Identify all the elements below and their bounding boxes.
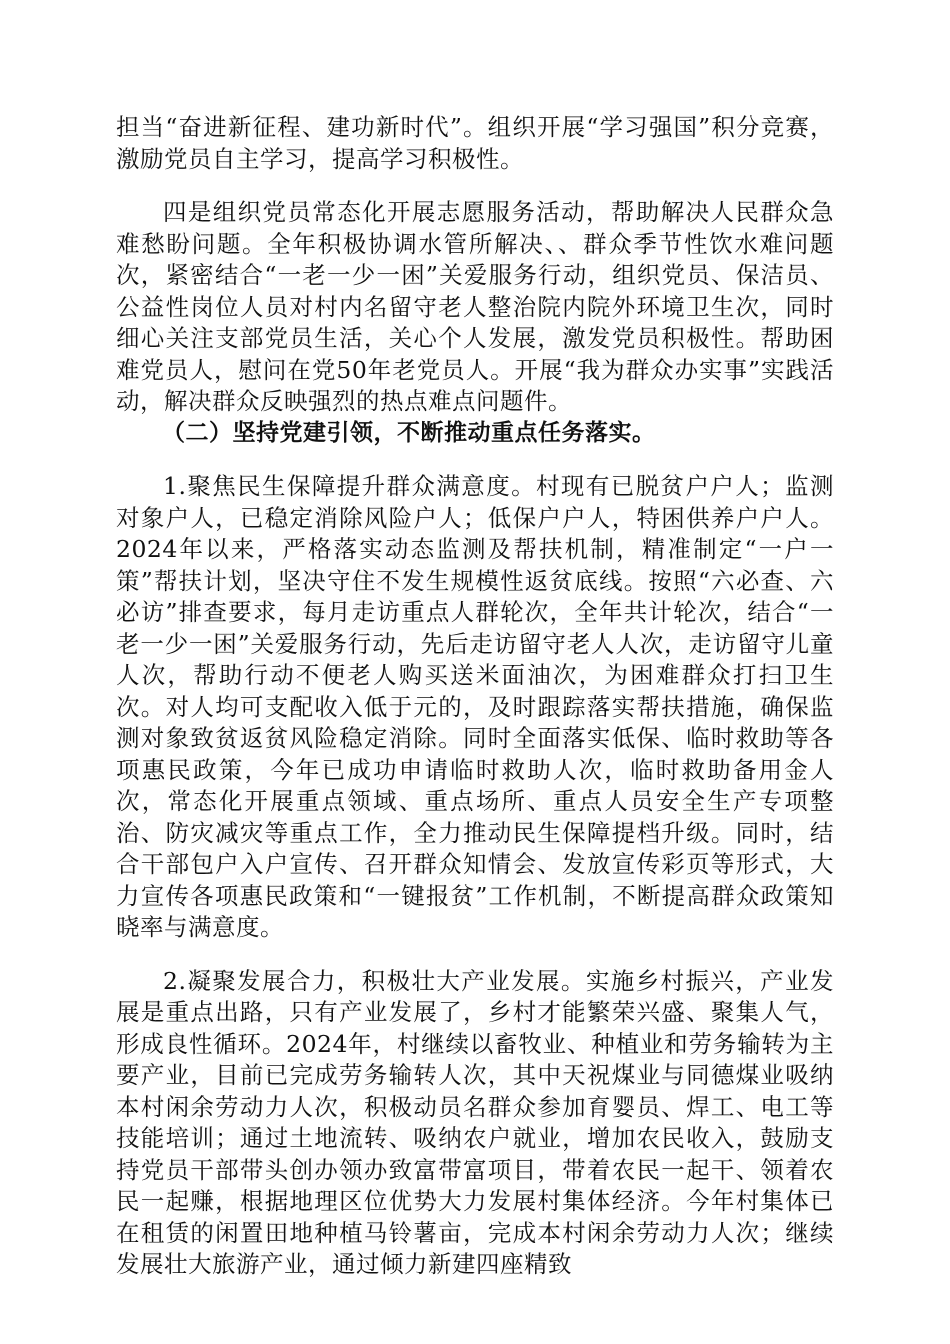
section-heading: （二）坚持党建引领，不断推动重点任务落实。 — [162, 419, 656, 446]
paragraph-continuation: 担当“奋进新征程、建功新时代”。组织开展“学习强国”积分竞赛，激励党员自主学习，提高学习积极性。 — [116, 113, 834, 173]
paragraph-livelihood: 1.聚焦民生保障提升群众满意度。村现有已脱贫户户人；监测对象户人，已稳定消除风险户人；低保户户人，特困供养户户人。2024年以来，严格落实动态监测及帮扶机制，精准制定“一户一策”帮扶计划，坚决守住不发生规模性返贫底线。按照“六必查、六必访”排查要求，每月走访重点人群轮次，全年共计轮次，结合“一老一少一困”关爱服务行动，先后走访留守老人人次，走访留守儿童人次，帮助行动不便老人购买送米面油次，为困难群众打扫卫生次。对人均可支配收入低于元的，及时跟踪落实帮扶措施，确保监测对象致贫返贫风险稳定消除。同时全面落实低保、临时救助等各项惠民政策，今年已成功申请临时救助人次，临时救助备用金人次，常态化开展重点领域、重点场所、重点人员安全生产专项整治、防灾减灾等重点工作，全力推动民生保障提档升级。同时，结合干部包户入户宣传、召开群众知情会、发放宣传彩页等形式，大力宣传各项惠民政策和“一键报贫”工作机制，不断提高群众政策知晓率与满意度。 — [116, 472, 834, 941]
paragraph-volunteer-service: 四是组织党员常态化开展志愿服务活动，帮助解决人民群众急难愁盼问题。全年积极协调水管所解决、、群众季节性饮水难问题次，紧密结合“一老一少一困”关爱服务行动，组织党员、保洁员、公益性岗位人员对村内名留守老人整治院内院外环境卫生次，同时细心关注支部党员生活，关心个人发展，激发党员积极性。帮助困难党员人，慰问在党50年老党员人。开展“我为群众办实事”实践活动，解决群众反映强烈的热点难点问题件。 — [116, 198, 834, 415]
paragraph-industry: 2.凝聚发展合力，积极壮大产业发展。实施乡村振兴，产业发展是重点出路，只有产业发展了，乡村才能繁荣兴盛、聚集人气，形成良性循环。2024年，村继续以畜牧业、种植业和劳务输转为主要产业，目前已完成劳务输转人次，其中天祝煤业与同德煤业吸纳本村闲余劳动力人次，积极动员名群众参加育婴员、焊工、电工等技能培训；通过土地流转、吸纳农户就业，增加农民收入，鼓励支持党员干部带头创办领办致富带富项目，带着农民一起干、领着农民一起赚，根据地理区位优势大力发展村集体经济。今年村集体已在租赁的闲置田地种植马铃薯亩，完成本村闲余劳动力人次；继续发展壮大旅游产业，通过倾力新建四座精致 — [116, 966, 834, 1278]
document-page — [116, 112, 834, 1281]
